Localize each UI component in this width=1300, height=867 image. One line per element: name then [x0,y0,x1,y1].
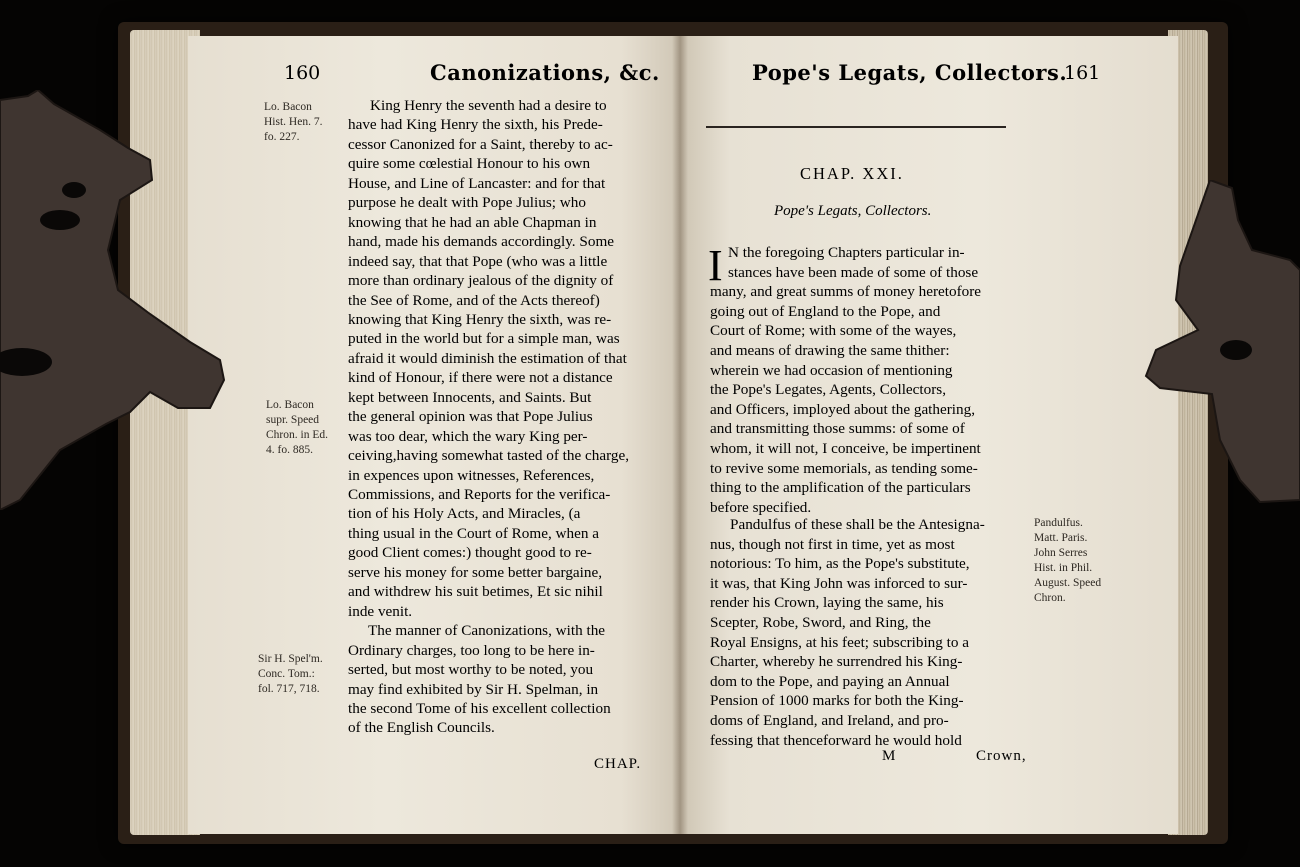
text-line: of the English Councils. [348,719,495,737]
text-line: the See of Rome, and of the Acts thereof) [348,291,600,309]
text-line: afraid it would diminish the estimation of that [348,349,627,367]
text-line: and Officers, imployed about the gathering, [710,400,976,418]
text-line: The manner of Canonizations, with the [368,622,606,640]
text-line: nus, though not first in time, yet as most [710,535,955,553]
margin-note-line: fol. 717, 718. [258,683,320,695]
text-line: fessing that thenceforward he would hold [710,731,962,749]
text-line: it was, that King John was inforced to sur- [710,574,968,592]
text-line: knowing that he had an able Chapman in [348,213,597,231]
text-line: doms of England, and Ireland, and pro- [710,712,949,729]
text-line: and withdrew his suit betimes, Et sic nihil [348,583,603,601]
text-line: thing usual in the Court of Rome, when a [348,524,599,542]
text-line: kept between Innocents, and Saints. But [348,388,592,406]
text-line: cessor Canonized for a Saint, thereby to ac- [348,135,613,153]
text-line: stances have been made of some of those [728,263,979,281]
text-line: render his Crown, laying the same, his [710,594,944,612]
drop-cap: I [708,241,723,290]
text-line: Scepter, Robe, Sword, and Ring, the [710,614,931,631]
text-line: knowing that King Henry the sixth, was re- [348,310,612,328]
text-line: dom to the Pope, and paying an Annual [710,672,950,690]
right-catchword: Crown, [976,748,1027,764]
margin-note-line: Hist. in Phil. [1034,562,1093,574]
text-line: puted in the world but for a simple man, was [348,330,620,348]
text-line: more than ordinary jealous of the dignity of [348,272,614,290]
left-running-title: Canonizations, &c. [430,60,660,85]
margin-note-line: Matt. Paris. [1034,532,1088,544]
right-page-number: 161 [1064,62,1101,84]
text-line: whom, it will not, I conceive, be impertinent [710,440,981,457]
text-line: serted, but most worthy to be noted, you [348,661,594,679]
margin-note-line: Hist. Hen. 7. [264,116,323,128]
text-line: N the foregoing Chapters particular in- [728,244,965,261]
text-line: going out of England to the Pope, and [710,302,941,320]
margin-note-line: Sir H. Spel'm. [258,653,323,665]
left-catchword: CHAP. [594,756,642,772]
text-line: Pension of 1000 marks for both the King- [710,692,964,710]
text-line: thing to the amplification of the particulars [710,479,971,497]
text-line: the general opinion was that Pope Julius [348,408,593,426]
chapter-subtitle: Pope's Legats, Collectors. [774,203,932,219]
text-line: the Pope's Legates, Agents, Collectors, [710,381,946,399]
text-line: and transmitting those summs: of some of [710,420,965,438]
text-line: wherein we had occasion of mentioning [710,361,953,379]
margin-note-line: John Serres [1034,547,1088,559]
margin-note-line: Pandulfus. [1034,517,1083,529]
text-line: good Client comes:) thought good to re- [348,544,592,562]
margin-note-line: Chron. in Ed. [266,429,328,441]
header-rule [706,126,1006,128]
text-line: to revive some memorials, as tending some- [710,459,978,477]
margin-note-line: Lo. Bacon [264,101,312,113]
text-line: quire some cœlestial Honour to his own [348,155,591,173]
text-line: Pandulfus of these shall be the Antesigna- [730,516,985,533]
text-line: notorious: To him, as the Pope's substitute, [710,555,970,573]
left-page-number: 160 [284,62,321,84]
text-line: ceiving,having somewhat tasted of the charge, [348,447,630,465]
text-line: was too dear, which the wary King per- [348,427,588,445]
text-line: many, and great summs of money heretofore [710,283,982,301]
text-line: in expences upon witnesses, References, [348,466,595,484]
text-line: Commissions, and Reports for the verifica- [348,486,611,503]
text-line: Ordinary charges, too long to be here in- [348,641,595,659]
left-page-clip [0,90,228,510]
right-running-title: Pope's Legats, Collectors. [752,60,1068,85]
text-line: indeed say, that that Pope (who was a little [348,252,608,270]
chapter-heading: CHAP. XXI. [800,164,904,183]
text-line: the second Tome of his excellent collection [348,699,611,717]
text-line: tion of his Holy Acts, and Miracles, (a [348,505,581,523]
right-page-clip [1140,180,1300,510]
text-line: before specified. [710,498,812,516]
text-line: may find exhibited by Sir H. Spelman, in [348,680,599,698]
margin-note-line: supr. Speed [266,414,320,426]
text-line: purpose he dealt with Pope Julius; who [348,194,586,212]
signature-mark: M [882,748,897,764]
margin-note-line: Chron. [1034,592,1066,604]
text-line: and means of drawing the same thither: [710,342,950,359]
book-gutter [672,36,688,834]
text-line: hand, made his demands accordingly. Some [348,233,614,251]
text-line: serve his money for some better bargaine, [348,563,603,581]
text-line: kind of Honour, if there were not a distance [348,369,613,387]
text-line: have had King Henry the sixth, his Prede- [348,116,603,134]
margin-note-line: Lo. Bacon [266,399,314,411]
margin-note-line: Conc. Tom.: [258,668,315,680]
text-line: Royal Ensigns, at his feet; subscribing to a [710,633,969,651]
text-line: Charter, whereby he surrendred his King- [710,653,963,671]
margin-note-line: 4. fo. 885. [266,444,313,456]
margin-note-line: August. Speed [1034,577,1102,589]
margin-note-line: fo. 227. [264,131,300,143]
text-line: Court of Rome; with some of the wayes, [710,322,957,340]
text-line: King Henry the seventh had a desire to [370,97,607,114]
text-line: inde venit. [348,602,413,620]
text-line: House, and Line of Lancaster: and for that [348,174,606,192]
